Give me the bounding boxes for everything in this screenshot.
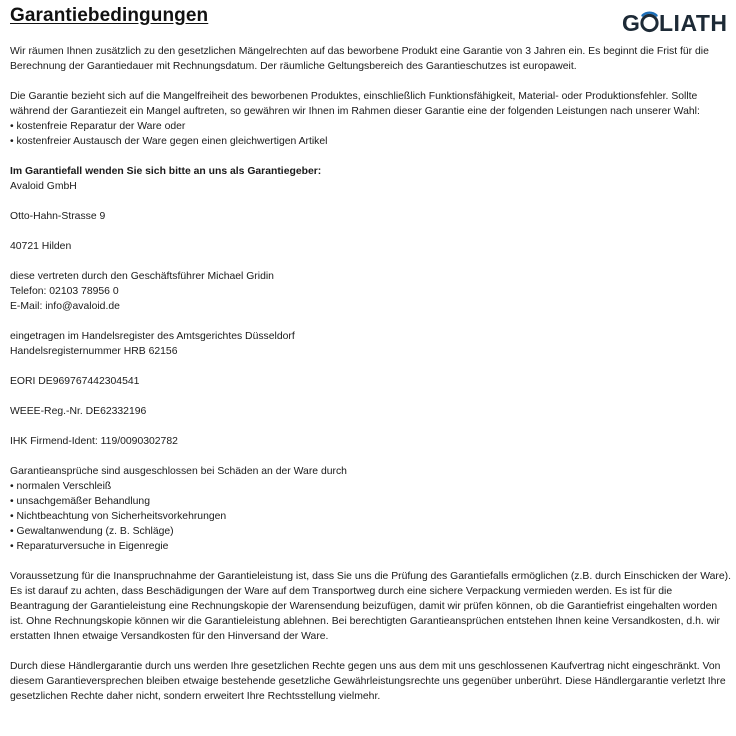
representative: diese vertreten durch den Geschäftsführer Michael Gridin [10, 271, 274, 282]
list-item: • kostenfreier Austausch der Ware gegen einen gleichwertigen Artikel [10, 134, 732, 149]
list-item: • Reparaturversuche in Eigenregie [10, 539, 732, 554]
goliath-logo [620, 6, 730, 38]
closing-paragraph: Durch diese Händlergarantie durch uns werden Ihre gesetzlichen Rechte gegen uns aus dem mit uns geschlossenen Kaufvertrag nicht eingeschränkt. Von diesem Garantieversprechen bleiben etwaige bestehende gesetzliche Gewährleistungsrechte uns gegenüber unberührt. Diese Händlergarantie verletzt Ihre gesetzlichen Rechte daher nicht, sondern erweitert Ihre Rechtsstellung vielmehr. [10, 661, 726, 702]
warranty-text [10, 44, 732, 704]
list-item: • unsachgemäßer Behandlung [10, 494, 732, 509]
weee-number: WEEE-Reg.-Nr. DE62332196 [10, 406, 147, 417]
register-court: eingetragen im Handelsregister des Amtsgerichtes Düsseldorf [10, 331, 295, 342]
svg-text:G: G [622, 10, 641, 36]
email: E-Mail: info@avaloid.de [10, 301, 120, 312]
city-address: 40721 Hilden [10, 241, 72, 252]
conditions-paragraph: Voraussetzung für die Inanspruchnahme der Garantieleistung ist, dass Sie uns die Prüfung des Garantiefalls ermöglichen (z.B. durch Einschicken der Ware). Es ist darauf zu achten, dass Beschädigungen der Ware auf dem Transportweg durch eine sichere Verpackung vermieden werden. Es ist für die Beantragung der Garantieleistung eine Rechnungskopie der Warensendung beizufügen, damit wir prüfen können, ob die Garantiefrist eingehalten worden ist. Ohne Rechnungskopie können wir die Garantieleistung ablehnen. Bei berechtigten Garantieansprüchen entstehen Ihnen keine Versandkosten, d.h. wir erstatten Ihnen etwaige Versandkosten für den Hinversand der Ware. [10, 571, 731, 642]
list-item: • kostenfreie Reparatur der Ware oder [10, 119, 732, 134]
svg-text:LIATH: LIATH [659, 10, 728, 36]
eori-number: EORI DE969767442304541 [10, 376, 140, 387]
services-list [10, 119, 732, 149]
list-item: • normalen Verschleiß [10, 479, 732, 494]
list-item: • Nichtbeachtung von Sicherheitsvorkehrungen [10, 509, 732, 524]
scope-paragraph: Die Garantie bezieht sich auf die Mangelfreiheit des beworbenen Produktes, einschließlich Funktionsfähigkeit, Material- oder Produktionsfehler. Sollte während der Garantiezeit ein Mangel auftreten, so gewähren wir Ihnen im Rahmen dieser Garantie eine der folgenden Leistungen nach unserer Wahl: [10, 91, 700, 117]
contact-heading: Im Garantiefall wenden Sie sich bitte an uns als Garantiegeber: [10, 166, 322, 177]
exclusions-list [10, 479, 732, 554]
phone: Telefon: 02103 78956 0 [10, 286, 119, 297]
intro-paragraph: Wir räumen Ihnen zusätzlich zu den gesetzlichen Mängelrechten auf das beworbene Produkt eine Garantie von 3 Jahren ein. Es beginnt die Frist für die Berechnung der Garantiedauer mit Rechnungsdatum. Der räumliche Geltungsbereich des Garantieschutzes ist europaweit. [10, 46, 709, 72]
page-title: Garantiebedingungen [10, 5, 209, 26]
exclusions-heading: Garantieansprüche sind ausgeschlossen bei Schäden an der Ware durch [10, 466, 347, 477]
street-address: Otto-Hahn-Strasse 9 [10, 211, 106, 222]
company-name: Avaloid GmbH [10, 181, 77, 192]
list-item: • Gewaltanwendung (z. B. Schläge) [10, 524, 732, 539]
register-number: Handelsregisternummer HRB 62156 [10, 346, 178, 357]
ihk-ident: IHK Firmend-Ident: 119/0090302782 [10, 436, 178, 447]
